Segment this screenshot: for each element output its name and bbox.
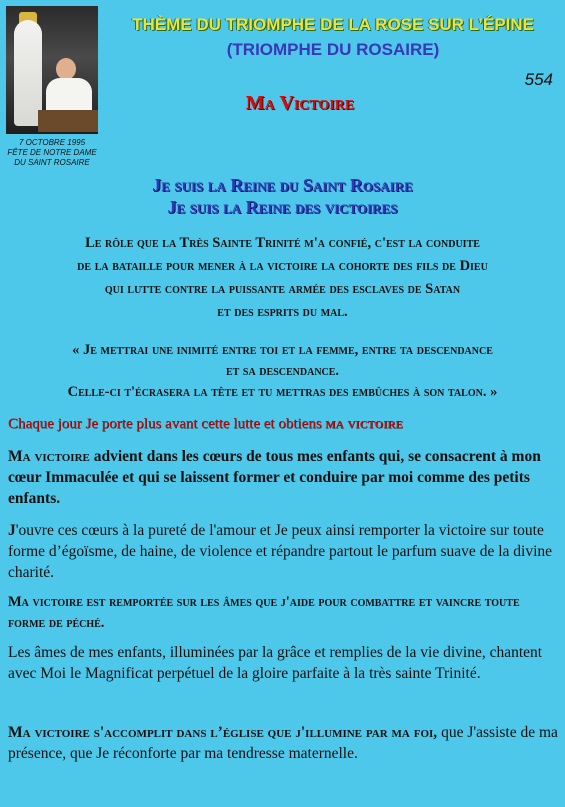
paragraph-lead: Ma victoire s'accomplit dans l’église que j'illumine par ma foi, xyxy=(8,724,438,741)
role-line: Le rôle que la Très Sainte Trinité m'a confié, c'est la conduite xyxy=(85,235,480,251)
paragraph-lead: J xyxy=(8,522,16,539)
paragraph-3: Ma victoire est remportée sur les âmes que j'aide pour combattre et vaincre toute forme de péché. xyxy=(8,594,520,631)
paragraph-2 xyxy=(8,520,560,583)
chaque-jour-line xyxy=(8,416,560,433)
header-photo xyxy=(6,6,98,134)
role-line: de la bataille pour mener à la victoire la cohorte des fils de Dieu xyxy=(77,258,488,274)
role-paragraph xyxy=(14,232,551,324)
caption-line: 7 OCTOBRE 1995 xyxy=(18,138,86,147)
queen-heading xyxy=(0,174,565,218)
theme-subline: (TRIOMPHE DU ROSAIRE) xyxy=(226,40,440,59)
lectern xyxy=(38,110,98,132)
paragraph-4: Les âmes de mes enfants, illuminées par la grâce et remplies de la vie divine, chantent avec Moi le Magnificat perpétuel de la gloire parfaite à la très sainte Trinité. xyxy=(8,644,543,682)
chaque-text: Chaque jour Je porte plus avant cette lutte et obtiens xyxy=(8,416,326,432)
role-line: qui lutte contre la puissante armée des esclaves de Satan xyxy=(104,281,461,297)
theme-heading xyxy=(104,12,562,62)
caption-line: FÊTE DE NOTRE DAME xyxy=(7,148,97,157)
role-line: et des esprits du mal. xyxy=(217,304,348,320)
queen-line: Je suis la Reine des victoires xyxy=(167,197,398,217)
theme-line: THÈME DU TRIOMPHE DE LA ROSE SUR L’ÉPINE xyxy=(132,15,534,34)
paragraph-text: que J'assiste de ma présence, que Je réconforte par ma tendresse maternelle. xyxy=(8,724,558,762)
priest-head xyxy=(56,58,76,80)
queen-line: Je suis la Reine du Saint Rosaire xyxy=(152,175,413,195)
paragraph-text: advient dans les cœurs de tous mes enfants qui, se consacrent à mon cœur Immaculée et qui se laissent former et conduire par moi comme des petits enfants. xyxy=(8,448,541,507)
page-number: 554 xyxy=(524,70,553,89)
photo-caption xyxy=(2,138,102,168)
quote-line: « Je mettrai une inimité entre toi et la femme, entre ta descendance xyxy=(72,342,493,358)
quote-line: et sa descendance. xyxy=(225,363,340,379)
caption-line: DU SAINT ROSAIRE xyxy=(14,158,90,167)
quote-line: Celle-ci t'écrasera la tête et tu mettras des embûches à son talon. » xyxy=(67,384,498,400)
paragraph-5 xyxy=(8,722,560,764)
chaque-emph: ma victoire xyxy=(325,416,403,432)
paragraph-1 xyxy=(8,446,560,509)
scripture-quote xyxy=(14,340,551,403)
paragraph-lead: Ma victoire xyxy=(8,448,90,465)
page-title: Ma Victoire xyxy=(245,92,355,114)
paragraph-text: 'ouvre ces cœurs à la pureté de l'amour et Je peux ainsi remporter la victoire sur toute forme d’égoïsme, de haine, de violence et répandre partout le parfum suave de la divine charité. xyxy=(8,522,552,581)
